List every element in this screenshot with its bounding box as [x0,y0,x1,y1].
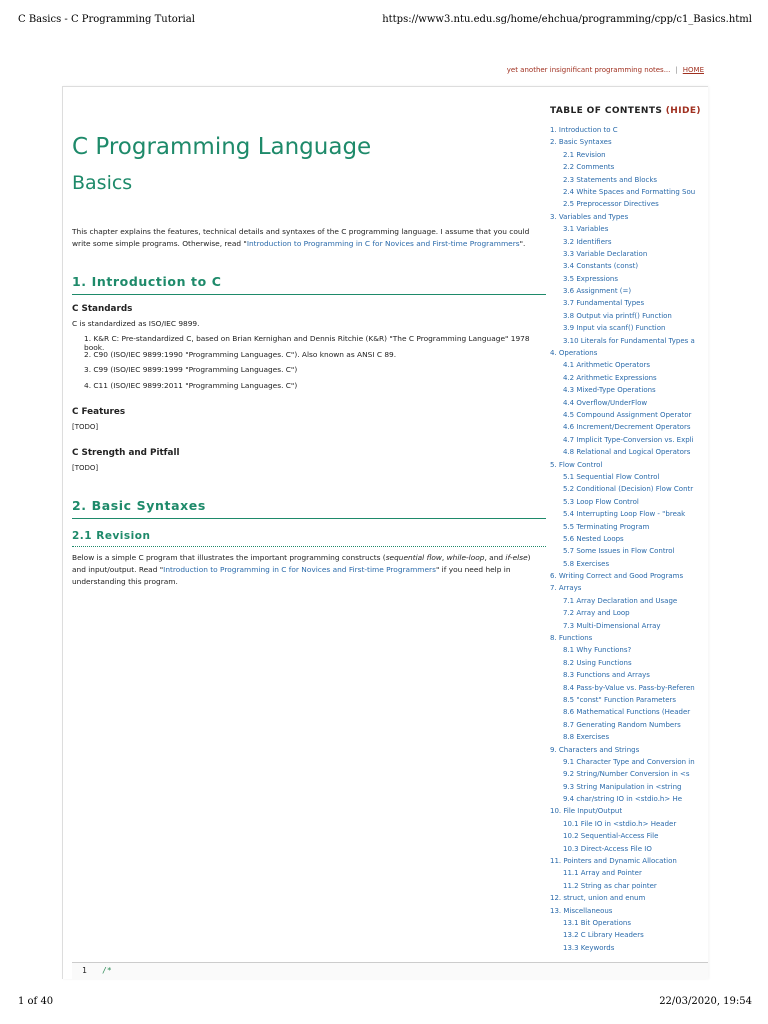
toc-item[interactable]: 3.7 Fundamental Types [563,299,645,308]
revision-text: ) and input/output. Read " [72,553,531,574]
toc-item[interactable]: 8. Functions [550,634,593,643]
intro-text-end: ". [519,239,526,248]
top-nav [507,66,704,74]
section-1-heading: 1. Introduction to C [72,274,546,295]
revision-em: sequential flow [385,553,442,562]
toc-item[interactable]: 2.3 Statements and Blocks [563,175,658,184]
c-features-todo: [TODO] [72,423,99,431]
revision-link[interactable]: Introduction to Programming in C for Novices and First-time Programmers [163,565,436,574]
toc-item[interactable]: 7. Arrays [550,584,582,593]
print-footer [18,996,752,1010]
standards-list [84,334,546,396]
toc-item[interactable]: 8.8 Exercises [563,733,610,742]
print-header [18,14,752,28]
code-block [72,962,708,979]
toc-list [550,124,696,954]
toc-item[interactable]: 7.2 Array and Loop [563,609,630,618]
print-page-url: https://www3.ntu.edu.sg/home/ehchua/programming/cpp/c1_Basics.html [382,14,752,25]
toc-item[interactable]: 8.1 Why Functions? [563,646,632,655]
toc-item[interactable]: 10.3 Direct-Access File IO [563,844,652,853]
section-2-1-heading: 2.1 Revision [72,530,546,547]
c-standards-text: C is standardized as ISO/IEC 9899. [72,319,200,328]
revision-text: , [441,553,447,562]
toc-item[interactable]: 13. Miscellaneous [550,906,613,915]
toc-hide-toggle[interactable]: (HIDE) [665,106,701,116]
toc-item[interactable]: 3.9 Input via scanf() Function [563,324,666,333]
c-strength-heading: C Strength and Pitfall [72,448,180,458]
toc-item[interactable]: 3.6 Assignment (=) [563,287,632,296]
revision-text: Below is a simple C program that illustrates the important programming constructs ( [72,553,386,562]
toc-item[interactable]: 3.10 Literals for Fundamental Types a [563,336,695,345]
toc-item[interactable]: 8.4 Pass-by-Value vs. Pass-by-Referen [563,683,695,692]
toc-item[interactable]: 8.5 "const" Function Parameters [563,695,677,704]
c-standards-heading: C Standards [72,304,133,314]
toc-item[interactable]: 7.3 Multi-Dimensional Array [563,621,661,630]
toc-item[interactable]: 9.4 char/string IO in <stdio.h> He [563,795,683,804]
revision-paragraph [72,552,538,588]
toc-item[interactable]: 1. Introduction to C [550,126,618,134]
toc-item[interactable]: 4.7 Implicit Type-Conversion vs. Expli [563,435,694,444]
toc-item[interactable]: 11.2 String as char pointer [563,881,657,890]
toc-item[interactable]: 6. Writing Correct and Good Programs [550,572,684,581]
toc-item[interactable]: 5.5 Terminating Program [563,522,650,531]
toc-item[interactable]: 8.3 Functions and Arrays [563,671,650,680]
toc-item[interactable]: 5. Flow Control [550,460,603,469]
toc-item[interactable]: 13.2 C Library Headers [563,931,644,940]
toc-item[interactable]: 5.7 Some Issues in Flow Control [563,547,675,556]
page-subtitle: Basics [72,172,133,194]
print-page-number: 1 of 40 [18,996,54,1007]
list-item: 2. C90 (ISO/IEC 9899:1990 "Programming Languages. C"). Also known as ANSI C 89. [84,349,397,359]
toc-item[interactable]: 4.3 Mixed-Type Operations [563,386,656,395]
list-item: 4. C11 (ISO/IEC 9899:2011 "Programming Languages. C") [84,380,298,390]
toc-item[interactable]: 10.2 Sequential-Access File [563,832,659,841]
toc-item[interactable]: 3.2 Identifiers [563,237,612,246]
revision-text: , and [484,553,506,562]
toc-item[interactable]: 3. Variables and Types [550,212,629,221]
list-item: 1. K&R C: Pre-standardized C, based on Brian Kernighan and Dennis Ritchie (K&R) "The C Programming Language" 1978 book. [84,334,530,352]
toc-item[interactable]: 3.1 Variables [563,225,609,234]
c-strength-todo: [TODO] [72,464,99,472]
toc-item[interactable]: 11. Pointers and Dynamic Allocation [550,857,677,866]
toc-item[interactable]: 9. Characters and Strings [550,745,640,754]
revision-text-end: " if you need help in understanding this program. [72,565,511,586]
print-page-title: C Basics - C Programming Tutorial [18,14,195,25]
toc-item[interactable]: 4.2 Arithmetic Expressions [563,373,657,382]
toc-item[interactable]: 2. Basic Syntaxes [550,138,612,147]
toc-item[interactable]: 10.1 File IO in <stdio.h> Header [563,819,677,828]
toc-item[interactable]: 4.6 Increment/Decrement Operators [563,423,691,432]
code-line: /* [102,966,112,975]
section-2-heading: 2. Basic Syntaxes [72,498,546,519]
toc-item[interactable]: 3.3 Variable Declaration [563,249,648,258]
revision-em: if-else [505,553,528,562]
toc-item[interactable]: 4.1 Arithmetic Operators [563,361,651,370]
toc-item[interactable]: 2.1 Revision [563,150,606,159]
intro-paragraph [72,226,538,250]
toc-item[interactable]: 4.8 Relational and Logical Operators [563,448,691,457]
intro-text: This chapter explains the features, technical details and syntaxes of the C programming language. I assume that you could write some simple programs. Otherwise, read " [72,227,530,248]
toc-item[interactable]: 8.7 Generating Random Numbers [563,720,681,729]
toc-item[interactable]: 3.4 Constants (const) [563,262,639,271]
toc-item[interactable]: 5.1 Sequential Flow Control [563,472,660,481]
toc-item[interactable]: 4.5 Compound Assignment Operator [563,410,692,419]
toc-item[interactable]: 4.4 Overflow/UnderFlow [563,398,648,407]
toc-item[interactable]: 12. struct, union and enum [550,894,646,903]
toc-item[interactable]: 9.3 String Manipulation in <string [563,782,682,791]
toc-item[interactable]: 2.5 Preprocessor Directives [563,200,659,209]
list-item: 3. C99 (ISO/IEC 9899:1999 "Programming Languages. C") [84,365,298,374]
toc-item[interactable]: 9.1 Character Type and Conversion in [563,757,695,766]
toc-item[interactable]: 2.4 White Spaces and Formatting Sou [563,187,696,196]
code-line-number: 1 [82,966,87,975]
toc-item[interactable]: 5.8 Exercises [563,559,610,568]
toc-item[interactable]: 2.2 Comments [563,163,615,172]
toc-item[interactable]: 7.1 Array Declaration and Usage [563,596,678,605]
revision-em: while-loop [446,553,485,562]
home-link[interactable]: HOME [682,66,704,74]
toc-title-text: TABLE OF CONTENTS [550,106,663,116]
table-of-contents [550,106,701,954]
print-datetime: 22/03/2020, 19:54 [659,996,752,1007]
tagline: yet another insignificant programming notes... [506,66,671,74]
toc-item[interactable]: 8.6 Mathematical Functions (Header [563,708,691,717]
nav-separator: | [675,66,678,74]
toc-title [550,106,701,116]
toc-item[interactable]: 5.2 Conditional (Decision) Flow Contr [563,485,694,494]
toc-item[interactable]: 9.2 String/Number Conversion in <s [563,770,690,779]
toc-item[interactable]: 11.1 Array and Pointer [563,869,642,878]
toc-item[interactable]: 4. Operations [550,349,598,358]
toc-item[interactable]: 10. File Input/Output [550,807,623,816]
toc-item[interactable]: 5.6 Nested Loops [563,534,624,543]
page-title: C Programming Language [72,134,372,160]
intro-link[interactable]: Introduction to Programming in C for Novices and First-time Programmers [246,239,520,248]
toc-item[interactable]: 3.8 Output via printf() Function [563,311,672,320]
toc-item[interactable]: 13.3 Keywords [563,943,615,952]
toc-item[interactable]: 8.2 Using Functions [563,658,632,667]
toc-item[interactable]: 3.5 Expressions [563,274,619,283]
toc-item[interactable]: 5.3 Loop Flow Control [563,497,639,506]
toc-item[interactable]: 5.4 Interrupting Loop Flow - "break [563,510,686,519]
toc-item[interactable]: 13.1 Bit Operations [563,919,632,927]
c-features-heading: C Features [72,407,126,417]
